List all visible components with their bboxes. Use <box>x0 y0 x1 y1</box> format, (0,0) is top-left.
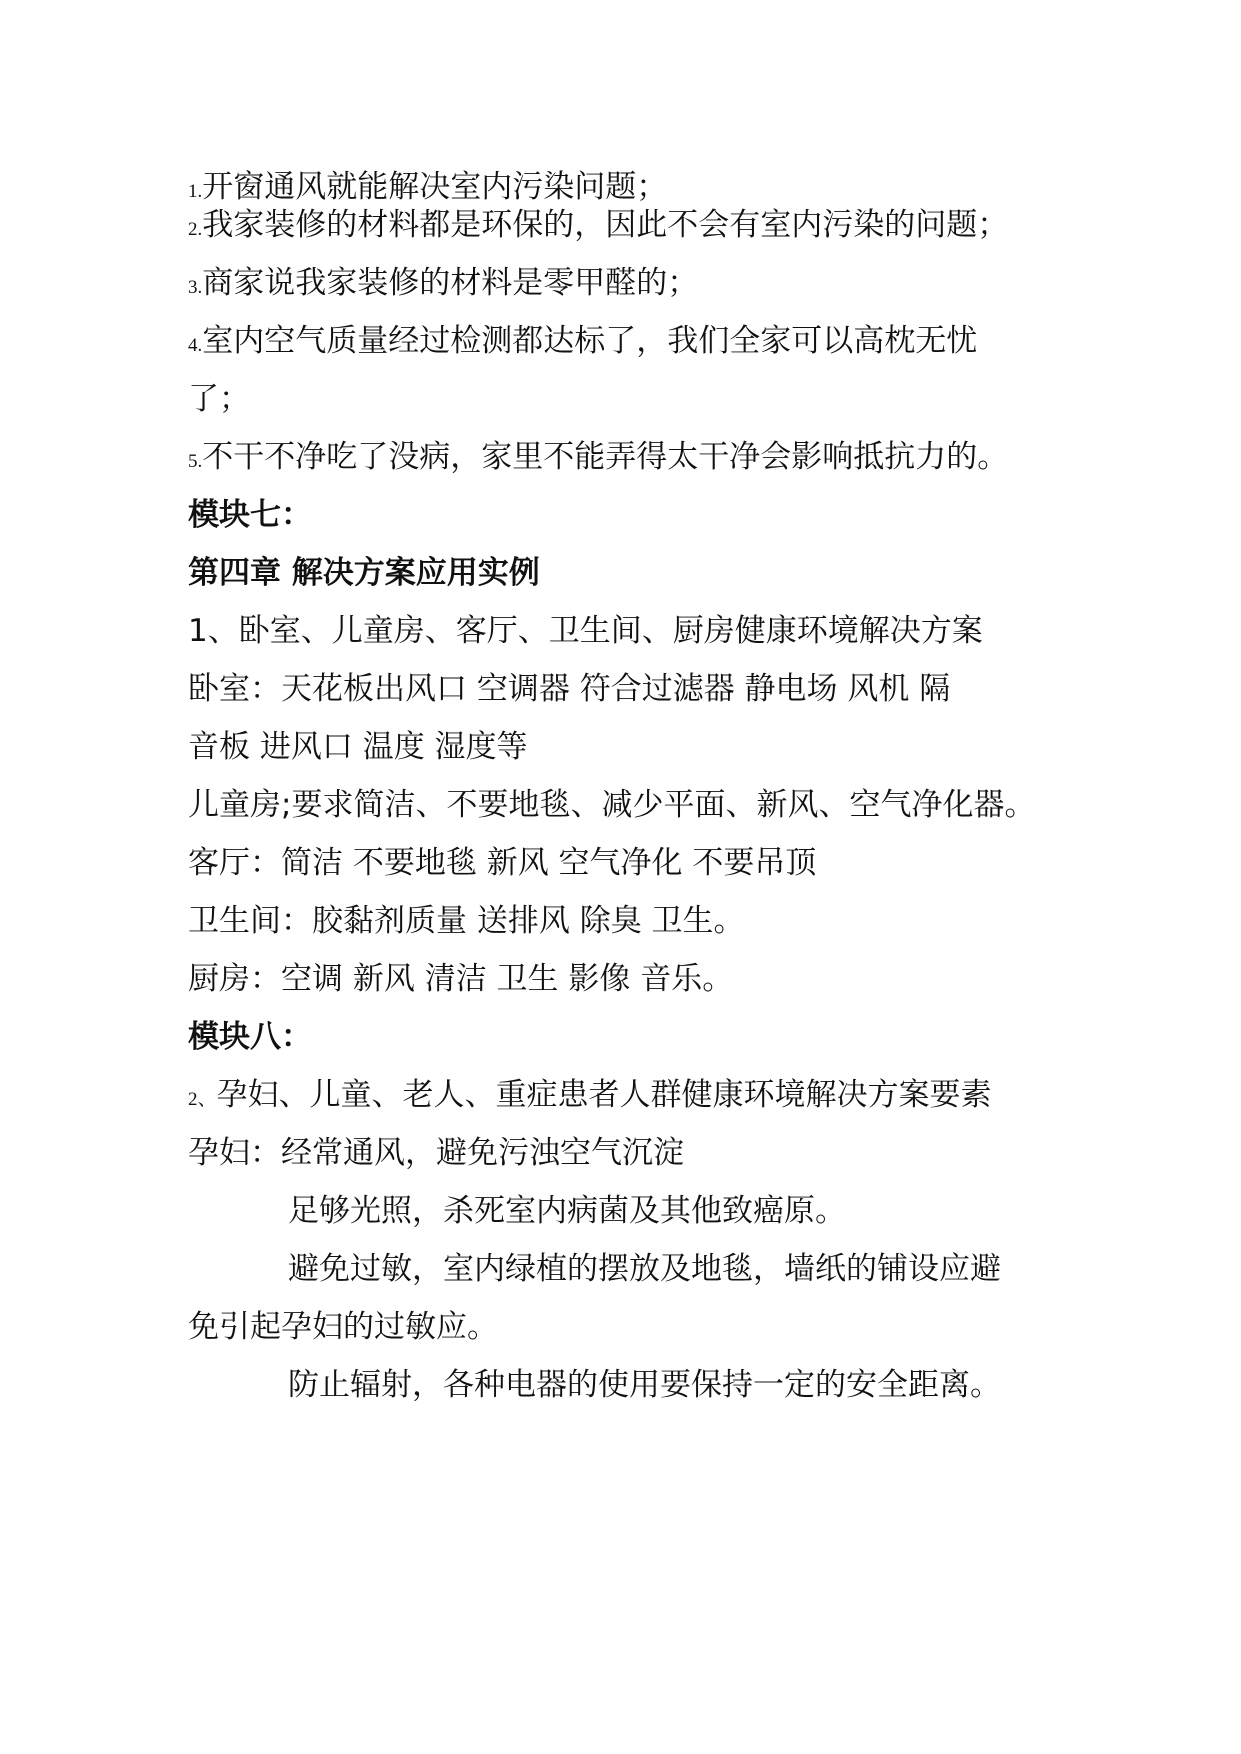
list-item-5 <box>188 437 1008 482</box>
list-item-2 <box>188 205 1008 250</box>
list-text: 了； <box>188 381 250 417</box>
list-text: 不干不净吃了没病，家里不能弄得太干净会影响抵抗力的。 <box>202 439 1009 475</box>
pregnant-line-1: 孕妇：经常通风，避免污浊空气沉淀 <box>188 1135 684 1171</box>
list-number: 5. <box>188 451 203 472</box>
pregnant-line-5: 防止辐射，各种电器的使用要保持一定的安全距离。 <box>288 1367 1001 1403</box>
module-7-heading: 模块七： <box>188 497 312 533</box>
bedroom-line-2: 音板 进风口 温度 湿度等 <box>188 729 528 765</box>
list-text: 室内空气质量经过检测都达标了，我们全家可以高枕无忧 <box>202 323 978 359</box>
list-text: 商家说我家装修的材料是零甲醛的； <box>202 265 699 301</box>
bedroom-line-1: 卧室：天花板出风口 空调器 符合过滤器 静电场 风机 隔 <box>188 671 951 707</box>
living-room-line: 客厅：简洁 不要地毯 新风 空气净化 不要吊顶 <box>188 845 817 881</box>
list-text: 开窗通风就能解决室内污染问题； <box>202 169 668 205</box>
list-text: 我家装修的材料都是环保的，因此不会有室内污染的问题； <box>202 207 1009 243</box>
chapter-4-heading: 第四章 解决方案应用实例 <box>188 555 540 591</box>
kids-room-line: 儿童房;要求简洁、不要地毯、减少平面、新风、空气净化器。 <box>188 787 1036 823</box>
section-1-title: 1、卧室、儿童房、客厅、卫生间、厨房健康环境解决方案 <box>188 613 983 649</box>
list-number: 3. <box>188 277 203 298</box>
pregnant-line-2: 足够光照，杀死室内病菌及其他致癌原。 <box>288 1193 846 1229</box>
section-2-title <box>188 1075 992 1120</box>
list-number: 2. <box>188 219 203 240</box>
list-number: 1. <box>188 181 203 202</box>
list-number: 4. <box>188 335 203 356</box>
list-item-4 <box>188 321 977 366</box>
list-item-3 <box>188 263 698 308</box>
section-number: 2、 <box>188 1089 217 1110</box>
kitchen-line: 厨房：空调 新风 清洁 卫生 影像 音乐。 <box>188 961 734 997</box>
module-8-heading: 模块八： <box>188 1019 312 1055</box>
section-text: 孕妇、儿童、老人、重症患者人群健康环境解决方案要素 <box>216 1077 992 1113</box>
pregnant-line-4: 免引起孕妇的过敏应。 <box>188 1309 498 1345</box>
list-item-4-continued <box>188 379 250 419</box>
pregnant-line-3: 避免过敏，室内绿植的摆放及地毯，墙纸的铺设应避 <box>288 1251 1001 1287</box>
bathroom-line: 卫生间：胶黏剂质量 送排风 除臭 卫生。 <box>188 903 745 939</box>
